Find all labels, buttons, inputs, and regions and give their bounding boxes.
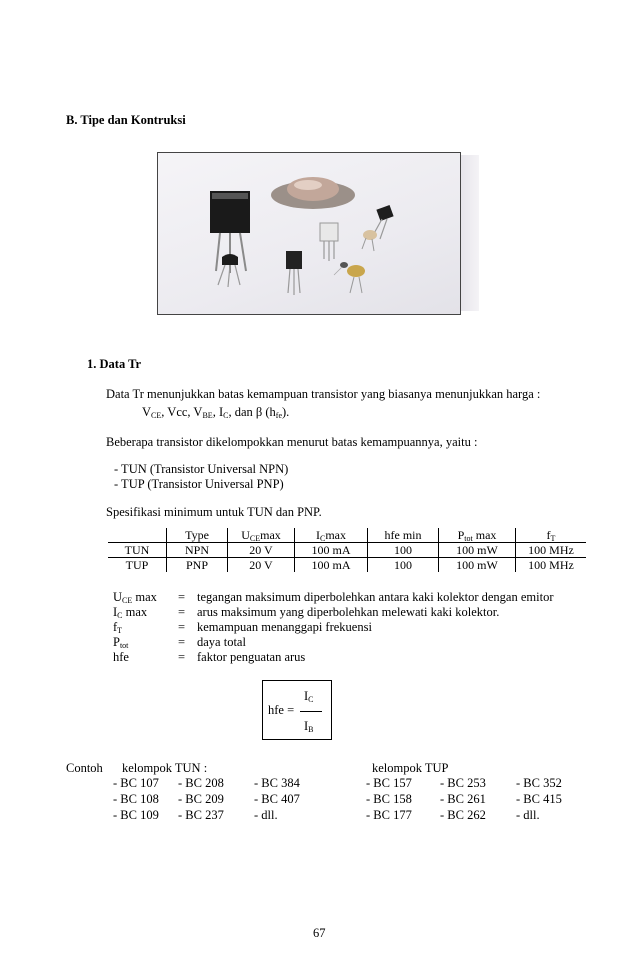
- spec-table-header-cell: $I_C\max$: [295, 528, 368, 543]
- tun-example-item: - BC 107: [113, 776, 159, 790]
- definition-symbol: hfe: [113, 650, 129, 664]
- formula-numerator: $I_C$: [304, 689, 314, 704]
- fraction-bar: [300, 711, 322, 712]
- definition-symbol: $f_T$: [113, 620, 123, 635]
- spec-table-cell: 100: [368, 558, 439, 573]
- definition-equals: =: [178, 605, 186, 619]
- spec-table-cell: 100 mW: [439, 543, 516, 558]
- spec-table-cell: TUN: [108, 543, 167, 558]
- formula-lhs: hfe =: [268, 703, 295, 717]
- spec-table-header-cell: Type: [167, 528, 228, 543]
- tun-example-item: - BC 407: [254, 792, 300, 806]
- spec-table-cell: PNP: [167, 558, 228, 573]
- definition-symbol: $I_C$ max: [113, 605, 148, 620]
- transistor-photo-drawing: [158, 153, 460, 314]
- spec-table-cell: 20 V: [228, 558, 295, 573]
- tup-example-item: - BC 262: [440, 808, 486, 822]
- spec-table-cell: 100 mA: [295, 543, 368, 558]
- tup-example-item: - BC 261: [440, 792, 486, 806]
- tun-example-item: - BC 384: [254, 776, 300, 790]
- to92-transistor-image: [218, 254, 240, 287]
- tup-example-item: - BC 157: [366, 776, 412, 790]
- example-label: Contoh: [66, 761, 103, 775]
- definition-description: daya total: [197, 635, 246, 649]
- transistor-photo: [157, 152, 461, 315]
- spec-table-cell: 100 mA: [295, 558, 368, 573]
- definition-equals: =: [178, 590, 186, 604]
- spec-table-header: [108, 528, 586, 543]
- parameters-line: $V_{CE}$, Vcc, $V_{BE}$, $I_C$, dan β $(h_{fe})$.: [142, 405, 290, 420]
- page-number: 67: [313, 926, 326, 940]
- spec-title: Spesifikasi minimum untuk TUN dan PNP.: [106, 505, 322, 519]
- intro-text: Data Tr menunjukkan batas kemampuan transistor yang biasanya menunjukkan harga :: [106, 387, 541, 401]
- spec-table-header-cell: $f_T$: [516, 528, 587, 543]
- spec-table-cell: TUP: [108, 558, 167, 573]
- definition-description: tegangan maksimum diperbolehkan antara kaki kolektor dengan emitor: [197, 590, 554, 604]
- definition-description: kemampuan menanggapi frekuensi: [197, 620, 372, 634]
- tun-example-item: - BC 208: [178, 776, 224, 790]
- example-tup-heading: kelompok TUP: [372, 761, 449, 775]
- definition-description: arus maksimum yang diperbolehkan melewati kaki kolektor.: [197, 605, 500, 619]
- photo-shadow: [459, 155, 479, 311]
- spec-table-cell: 20 V: [228, 543, 295, 558]
- definition-description: faktor penguatan arus: [197, 650, 306, 664]
- spec-table-cell: 100: [368, 543, 439, 558]
- group-item-tun: - TUN (Transistor Universal NPN): [114, 462, 289, 476]
- to3-transistor-image: [271, 177, 355, 209]
- tun-example-item: - BC 237: [178, 808, 224, 822]
- definition-equals: =: [178, 650, 186, 664]
- tun-example-item: - BC 209: [178, 792, 224, 806]
- tup-example-item: - BC 177: [366, 808, 412, 822]
- spec-table-header-cell: hfe min: [368, 528, 439, 543]
- tup-example-item: - dll.: [516, 808, 540, 822]
- grouping-text: Beberapa transistor dikelompokkan menurut batas kemampuannya, yaitu :: [106, 435, 478, 449]
- spec-table-header-cell: $P_{tot}$ max: [439, 528, 516, 543]
- tup-example-item: - BC 415: [516, 792, 562, 806]
- spec-table-row: [108, 543, 586, 558]
- section-title: B. Tipe dan Kontruksi: [66, 113, 186, 127]
- tun-example-item: - BC 109: [113, 808, 159, 822]
- tun-example-item: - dll.: [254, 808, 278, 822]
- tup-example-item: - BC 253: [440, 776, 486, 790]
- plastic-transistor-image: [320, 223, 338, 261]
- tiny-transistor-image: [334, 262, 348, 275]
- spec-table-cell: 100 MHz: [516, 543, 587, 558]
- tup-example-item: - BC 352: [516, 776, 562, 790]
- spec-table: [108, 528, 586, 572]
- medium-transistor-image: [286, 251, 302, 295]
- subsection-title: 1. Data Tr: [87, 357, 142, 371]
- tup-example-item: - BC 158: [366, 792, 412, 806]
- spec-table-row: [108, 558, 586, 573]
- spec-table-cell: 100 MHz: [516, 558, 587, 573]
- group-item-tup: - TUP (Transistor Universal PNP): [114, 477, 284, 491]
- gold-transistor-image: [347, 265, 365, 293]
- example-tun-heading: kelompok TUN :: [122, 761, 208, 775]
- definition-symbol: $P_{tot}$: [113, 635, 129, 650]
- round-can-transistor-image: [362, 230, 377, 251]
- spec-table-cell: 100 mW: [439, 558, 516, 573]
- definition-equals: =: [178, 620, 186, 634]
- definition-symbol: $U_{CE}$ max: [113, 590, 157, 605]
- definition-equals: =: [178, 635, 186, 649]
- spec-table-cell: NPN: [167, 543, 228, 558]
- tun-example-item: - BC 108: [113, 792, 159, 806]
- spec-table-header-cell: [108, 528, 167, 543]
- spec-table-header-cell: $U_{CE}\max$: [228, 528, 295, 543]
- formula-denominator: $I_B$: [304, 719, 314, 734]
